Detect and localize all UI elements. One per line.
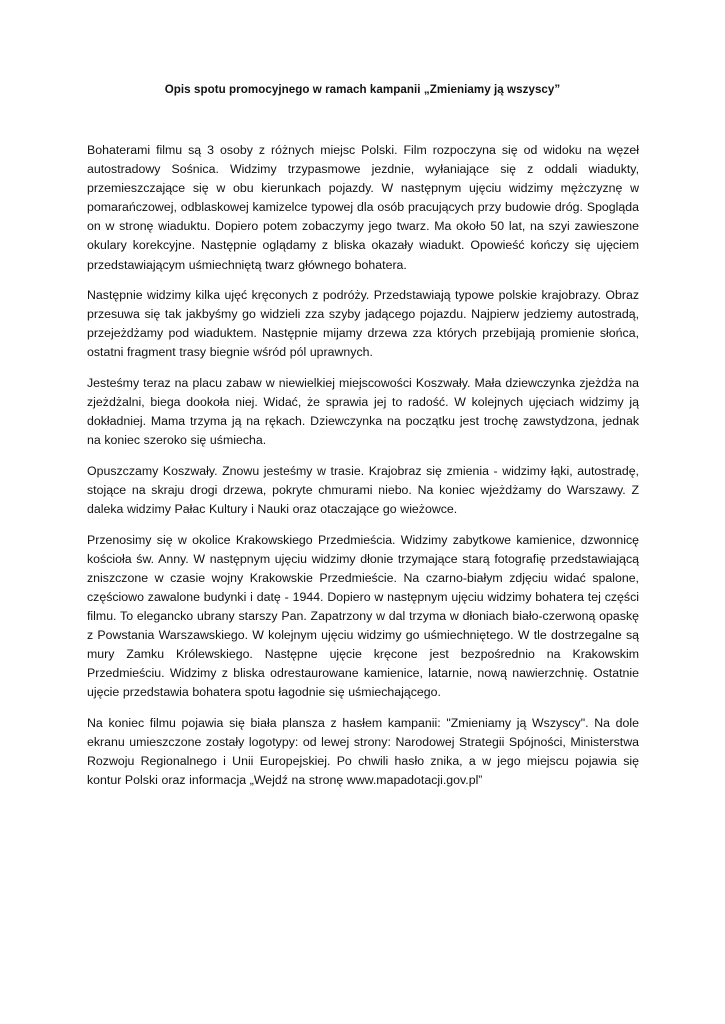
paragraph-4: Opuszczamy Koszwały. Znowu jesteśmy w trasie. Krajobraz się zmienia - widzimy łąki, autostradę, stojące na skraju drogi drzewa, pokryte chmurami niebo. Na koniec wjeżdżamy do Warszawy. Z daleka widzimy Pałac Kultury i Nauki oraz otaczające go wieżowce. [87,463,639,517]
paragraph-2: Następnie widzimy kilka ujęć kręconych z podróży. Przedstawiają typowe polskie krajobrazy. Obraz przesuwa się tak jakbyśmy go widzieli zza szyby jadącego pojazdu. Najpierw jedziemy autostradą, przejeżdżamy pod wiaduktem. Następnie mijamy drzewa zza których przebijają promienie słońca, ostatni fragment trasy biegnie wśród pól uprawnych. [87,288,639,360]
document-title: Opis spotu promocyjnego w ramach kampanii „Zmieniamy ją wszyscy” [164,83,561,96]
paragraph-1: Bohaterami filmu są 3 osoby z różnych miejsc Polski. Film rozpoczyna się od widoku na węzeł autostradowy Sośnica. Widzimy trzypasmowe jezdnie, wyłaniające się z oddali wiadukty, przemieszczające się w obu kierunkach pojazdy. W następnym ujęciu widzimy mężczyznę w pomarańczowej, odblaskowej kamizelce typowej dla osób pracujących przy budowie dróg. Spogląda on w stronę wiaduktu. Dopiero potem zobaczymy jego twarz. Ma około 50 lat, na szyi zawieszone okulary korekcyjne. Następnie oglądamy z bliska okazały wiadukt. Opowieść kończy się ujęciem przedstawiającym uśmiechniętą twarz głównego bohatera. [87,143,639,272]
paragraph-6: Na koniec filmu pojawia się biała plansza z hasłem kampanii: "Zmieniamy ją Wszyscy". Na dole ekranu umieszczone zostały logotypy: od lewej strony: Narodowej Strategii Spójności, Ministerstwa Rozwoju Regionalnego i Unii Europejskiej. Po chwili hasło znika, a w jego miejscu pojawia się kontur Polski oraz informacja „Wejdź na stronę www.mapadotacji.gov.pl” [87,716,639,788]
paragraph-5: Przenosimy się w okolice Krakowskiego Przedmieścia. Widzimy zabytkowe kamienice, dzwonnicę kościoła św. Anny. W następnym ujęciu widzimy dłonie trzymające starą fotografię przedstawiającą zniszczone w czasie wojny Krakowskie Przedmieście. Na czarno-białym zdjęciu widać spalone, częściowo zawalone budynki i datę - 1944. Dopiero w następnym ujęciu widzimy bohatera tej części filmu. To elegancko ubrany starszy Pan. Zapatrzony w dal trzyma w dłoniach biało-czerwoną opaskę z Powstania Warszawskiego. W kolejnym ujęciu widzimy go uśmiechniętego. W tle dostrzegalne są mury Zamku Królewskiego. Następne ujęcie kręcone jest bezpośrednio na Krakowskim Przedmieściu. Widzimy z bliska odrestaurowane kamienice, latarnie, nową nawierzchnię. Ostatnie ujęcie przedstawia bohatera spotu łagodnie się uśmiechającego. [87,532,639,700]
paragraph-3: Jesteśmy teraz na placu zabaw w niewielkiej miejscowości Koszwały. Mała dziewczynka zjeżdża na zjeżdżalni, biega dookoła niej. Widać, że sprawia jej to radość. W kolejnych ujęciach widzimy ją dokładniej. Mama trzyma ją na rękach. Dziewczynka na początku jest trochę zawstydzona, jednak na koniec szeroko się uśmiecha. [87,376,639,448]
document-body [87,141,639,802]
